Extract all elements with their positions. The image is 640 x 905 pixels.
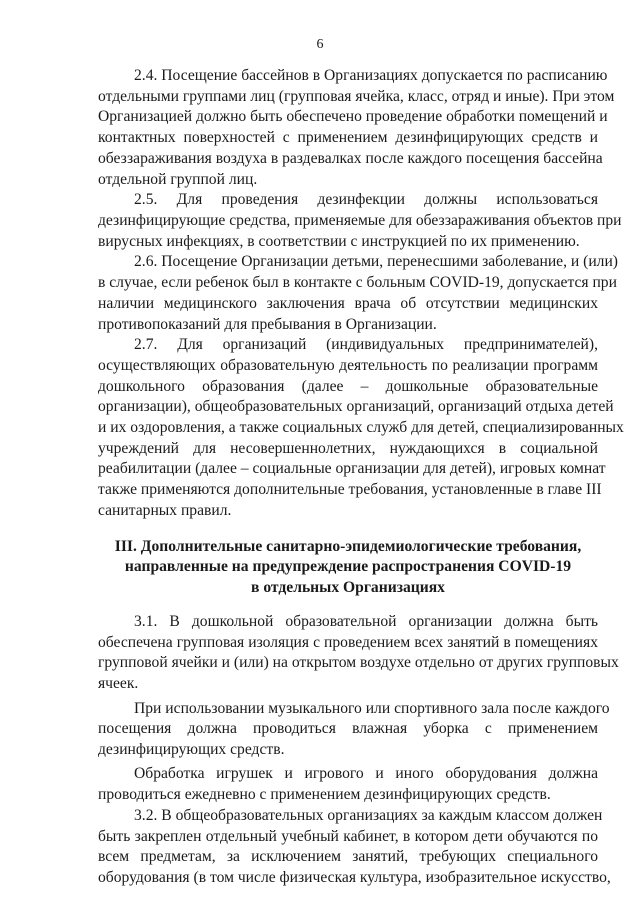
text-line: всем предметам, за исключением занятий, требующих специального [98, 848, 598, 866]
section-heading-line: направленные на предупреждение распространения COVID-19 [124, 558, 572, 576]
page-number: 6 [316, 37, 324, 52]
text-line: 3.1. В дошкольной образовательной организации должна быть [134, 612, 598, 630]
text-line: обеспечена групповая изоляция с проведением всех занятий в помещениях [98, 633, 598, 651]
text-line: 2.7. Для организаций (индивидуальных предпринимателей), [134, 336, 598, 354]
text-line: ячеек. [98, 675, 139, 693]
text-line: Организацией должно быть обеспечено проведение обработки помещений и [98, 108, 608, 126]
text-line: групповой ячейки и (или) на открытом воздухе отдельно от других групповых [98, 654, 619, 672]
text-line: противопоказаний для пребывания в Организации. [98, 315, 437, 333]
text-line: реабилитации (далее – социальные организации для детей), игровых комнат [98, 460, 606, 478]
text-line: 2.5. Для проведения дезинфекции должны использоваться [134, 191, 598, 209]
text-line: осуществляющих образовательную деятельность по реализации программ [98, 356, 598, 374]
text-line: и их оздоровления, а также социальных служб для детей, специализированных [98, 419, 624, 437]
text-line: проводиться ежедневно с применением дезинфицирующих средств. [98, 786, 551, 804]
text-line: дошкольного образования (далее – дошкольные образовательные [98, 377, 598, 395]
text-line: в случае, если ребенок был в контакте с больным COVID-19, допускается при [98, 274, 617, 292]
text-line: быть закреплен отдельный учебный кабинет, в котором дети обучаются по [98, 827, 598, 845]
text-line: оборудования (в том числе физическая культура, изобразительное искусство, [98, 869, 611, 886]
text-line: контактных поверхностей с применением дезинфицирующих средств и [98, 129, 598, 147]
text-line: 2.6. Посещение Организации детьми, перенесшими заболевание, и (или) [134, 253, 619, 271]
section-heading-line: в отдельных Организациях [251, 579, 445, 597]
text-line: обеззараживания воздуха в раздевалках после каждого посещения бассейна [98, 149, 603, 167]
text-line: Обработка игрушек и игрового и иного оборудования должна [134, 765, 598, 783]
text-line: отдельной группой лиц. [98, 170, 258, 188]
section-heading-line: III. Дополнительные санитарно-эпидемиологические требования, [114, 537, 582, 555]
text-line: 2.4. Посещение бассейнов в Организациях допускается по расписанию [134, 67, 608, 84]
text-line: организации), общеобразовательных организаций, организаций отдыха детей [98, 398, 614, 416]
text-line: наличии медицинского заключения врача об отсутствии медицинских [98, 294, 598, 312]
text-line: также применяются дополнительные требования, установленные в главе III [98, 481, 602, 499]
text-line: посещения должна проводиться влажная уборка с применением [98, 720, 598, 738]
text-line: При использовании музыкального или спортивного зала после каждого [134, 699, 610, 717]
text-line: санитарных правил. [98, 501, 232, 519]
text-line: дезинфицирующих средств. [98, 740, 285, 758]
text-line: отдельными группами лиц (групповая ячейка, класс, отряд и иные). При этом [98, 87, 615, 105]
text-line: учреждений для несовершеннолетних, нуждающихся в социальной [98, 439, 598, 457]
text-line: дезинфицирующие средства, применяемые для обеззараживания объектов при [98, 211, 622, 229]
text-line: 3.2. В общеобразовательных организациях за каждым классом должен [134, 806, 603, 824]
text-line: вирусных инфекциях, в соответствии с инструкцией по их применению. [98, 232, 580, 250]
